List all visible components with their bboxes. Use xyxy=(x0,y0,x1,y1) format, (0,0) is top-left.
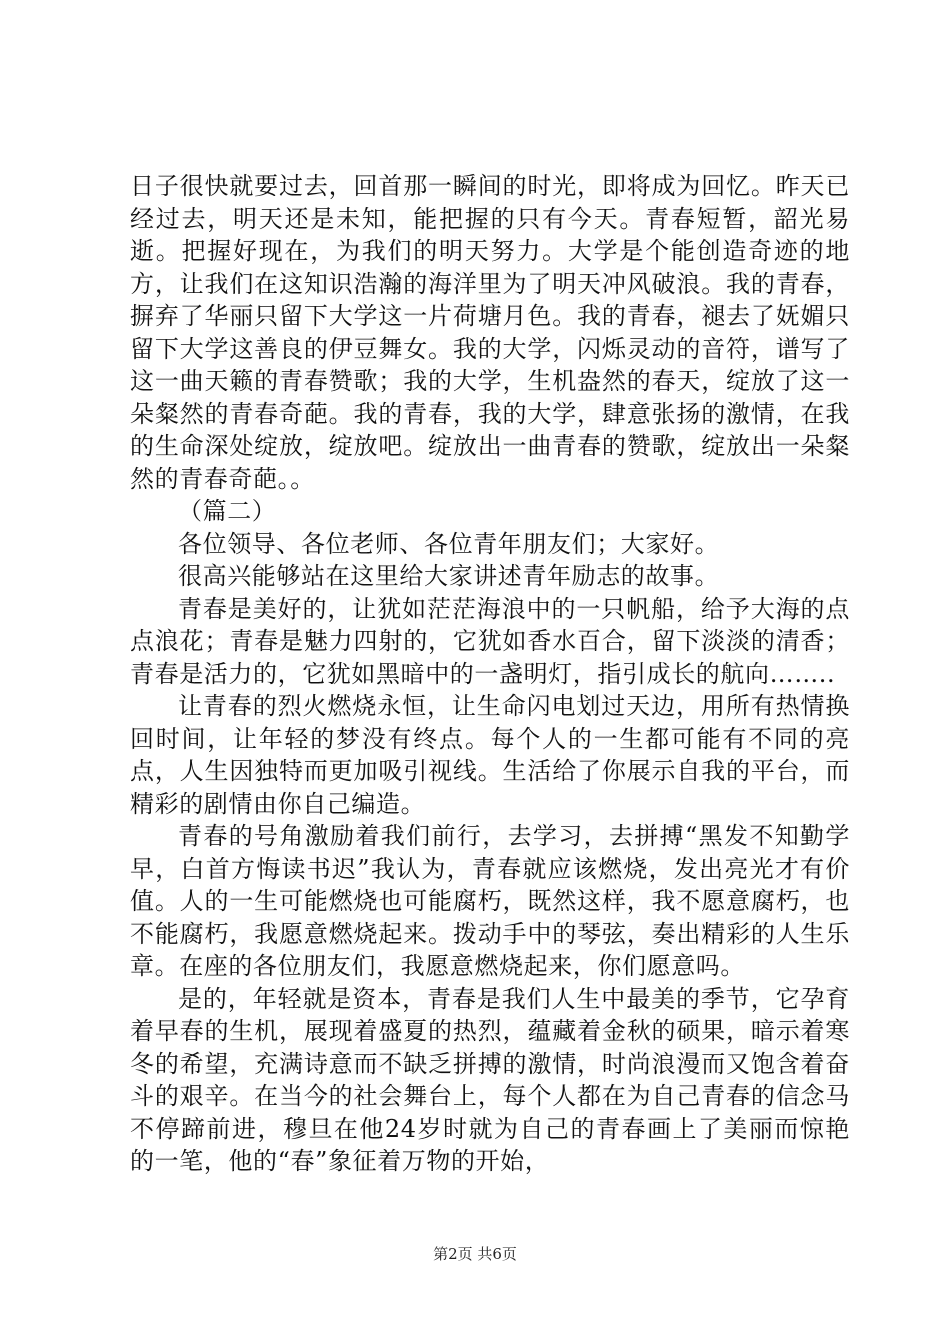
paragraph-1: 日子很快就要过去，回首那一瞬间的时光，即将成为回忆。昨天已经过去，明天还是未知，能把握的只有今天。青春短暂，韶光易逝。把握好现在，为我们的明天努力。大学是个能创造奇迹的地方，让我们在这知识浩瀚的海洋里为了明天冲风破浪。我的青春，摒弃了华丽只留下大学这一片荷塘月色。我的青春，褪去了妩媚只留下大学这善良的伊豆舞女。我的大学，闪烁灵动的音符，谱写了这一曲天籁的青春赞歌；我的大学，生机盎然的春天，绽放了这一朵粲然的青春奇葩。我的青春，我的大学，肆意张扬的激情，在我的生命深处绽放，绽放吧。绽放出一曲青春的赞歌，绽放出一朵粲然的青春奇葩。。 xyxy=(130,172,850,493)
paragraph-youth-horn: 青春的号角激励着我们前行，去学习，去拼搏“黑发不知勤学早，白首方悔读书迟”我认为，青春就应该燃烧，发出亮光才有价值。人的一生可能燃烧也可能腐朽，既然这样，我不愿意腐朽，也不能腐朽，我愿意燃烧起来。拨动手中的琴弦，奏出精彩的人生乐章。在座的各位朋友们，我愿意燃烧起来，你们愿意吗。 xyxy=(130,822,850,980)
intro-paragraph: 很高兴能够站在这里给大家讲述青年励志的故事。 xyxy=(178,562,720,590)
paragraph-youth-beautiful: 青春是美好的，让犹如茫茫海浪中的一只帆船，给予大海的点点浪花；青春是魅力四射的，它犹如香水百合，留下淡淡的清香；青春是活力的，它犹如黑暗中的一盏明灯，指引成长的航向…….. xyxy=(130,594,850,688)
paragraph-youth-fire: 让青春的烈火燃烧永恒，让生命闪电划过天边，用所有热情换回时间，让年轻的梦没有终点。每个人的一生都可能有不同的亮点，人生因独特而更加吸引视线。生活给了你展示自我的平台，而精彩的剧情由你自己编造。 xyxy=(130,692,850,818)
section-heading: （篇二） xyxy=(178,497,277,525)
page-footer: 第2页 共6页 xyxy=(433,1245,517,1263)
greeting-paragraph: 各位领导、各位老师、各位青年朋友们；大家好。 xyxy=(178,529,720,558)
paragraph-youth-capital: 是的，年轻就是资本，青春是我们人生中最美的季节，它孕育着早春的生机，展现着盛夏的热烈，蕴藏着金秋的硕果，暗示着寒冬的希望，充满诗意而不缺乏拼搏的激情，时尚浪漫而又饱含着奋斗的艰辛。在当今的社会舞台上，每个人都在为自己青春的信念马不停蹄前进，穆旦在他24岁时就为自己的青春画上了美丽而惊艳的一笔，他的“春”象征着万物的开始， xyxy=(130,984,850,1175)
body-text xyxy=(130,170,850,1178)
